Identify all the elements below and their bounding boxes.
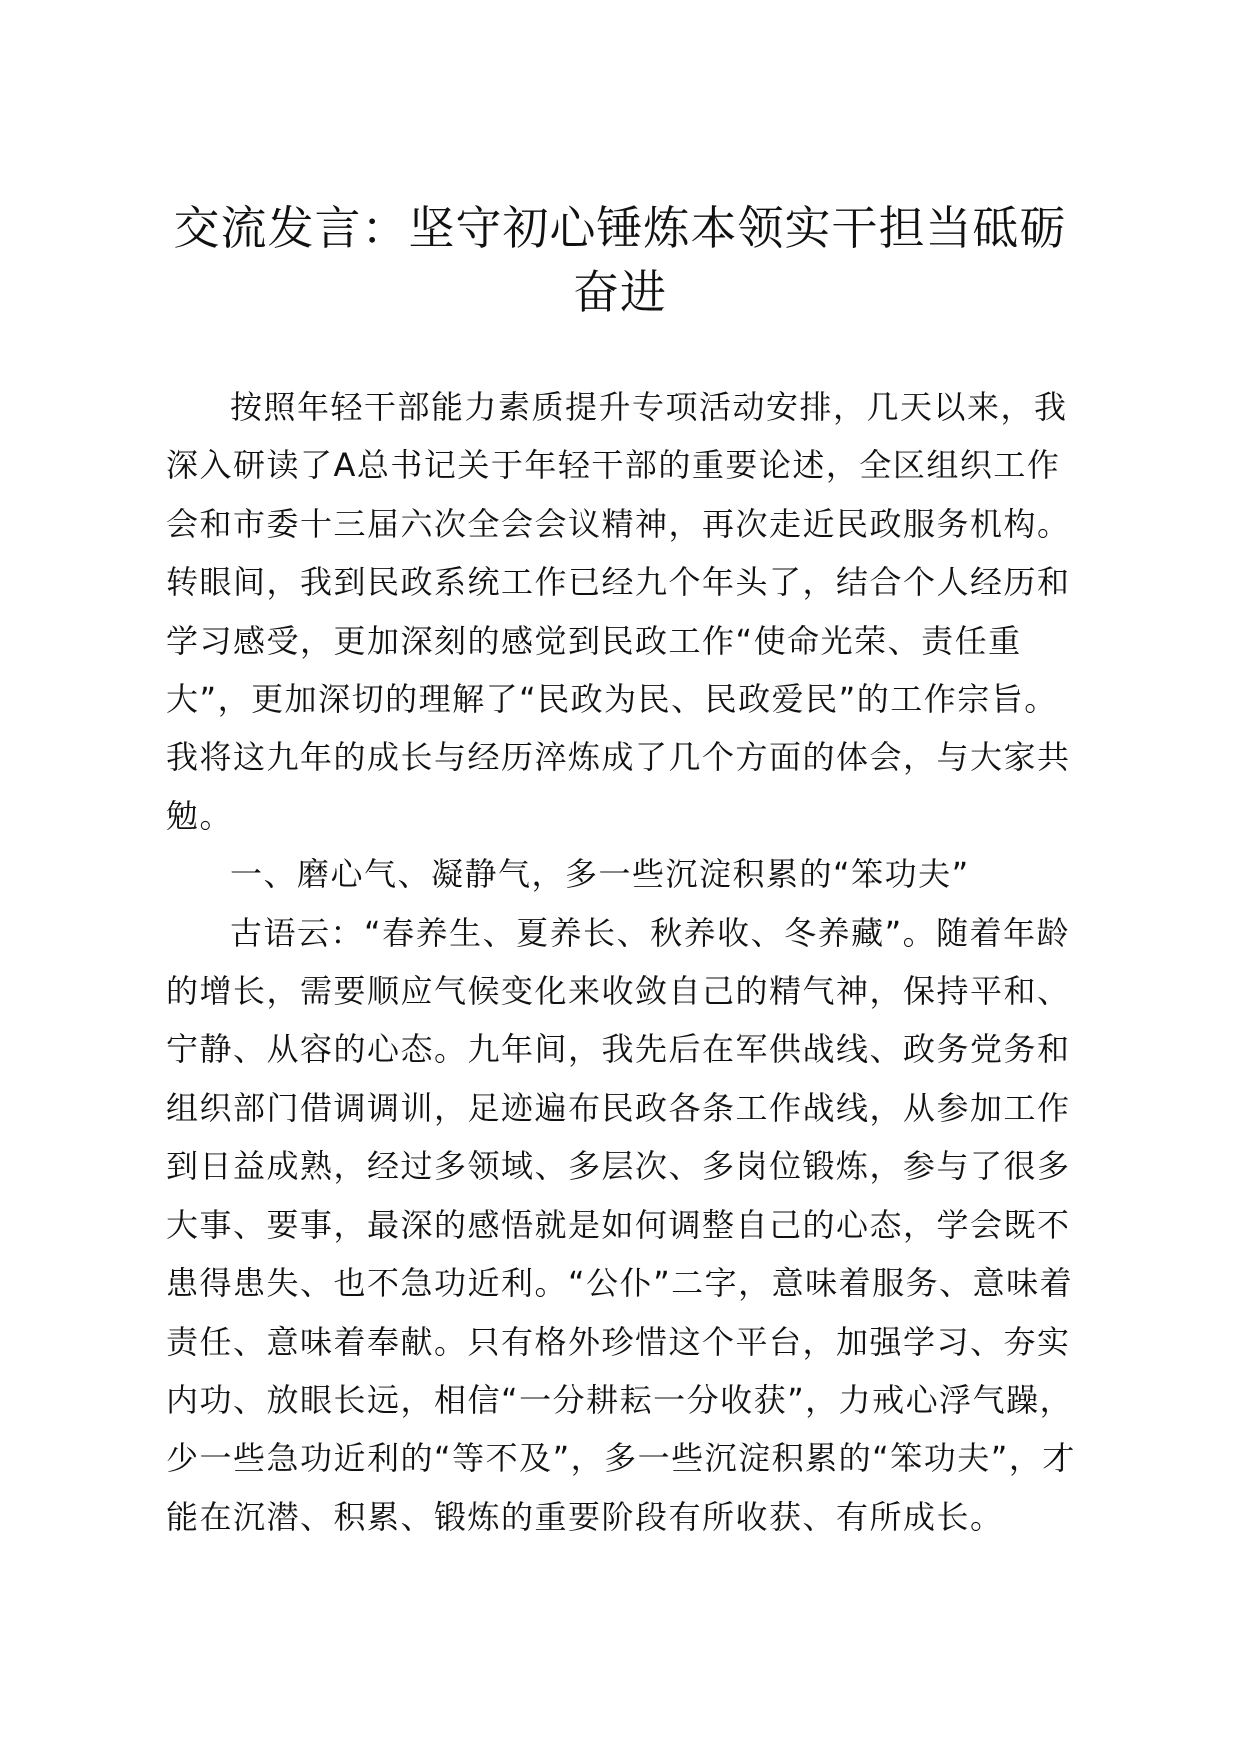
paragraph-intro: 按照年轻干部能力素质提升专项活动安排，几天以来，我深入研读了A总书记关于年轻干部的重要论述，全区组织工作会和市委十三届六次全会会议精神，再次走近民政服务机构。转眼间，我到民政系统工作已经九个年头了，结合个人经历和学习感受，更加深刻的感觉到民政工作“使命光荣、责任重大”，更加深切的理解了“民政为民、民政爱民”的工作宗旨。我将这九年的成长与经历淬炼成了几个方面的体会，与大家共勉。 <box>166 388 1071 835</box>
document-title: 交流发言：坚守初心锤炼本领实干担当砥砺奋进 <box>173 201 1067 319</box>
paragraph-section-1: 古语云：“春养生、夏养长、秋养收、冬养藏”。随着年龄的增长，需要顺应气候变化来收敛自己的精气神，保持平和、宁静、从容的心态。九年间，我先后在军供战线、政务党务和组织部门借调调训，足迹遍布民政各条工作战线，从参加工作到日益成熟，经过多领域、多层次、多岗位锻炼，参与了很多大事、要事，最深的感悟就是如何调整自己的心态，学会既不患得患失、也不急功近利。“公仆”二字，意味着服务、意味着责任、意味着奉献。只有格外珍惜这个平台，加强学习、夯实内功、放眼长远，相信“一分耕耘一分收获”，力戒心浮气躁，少一些急功近利的“等不及”，多一些沉淀积累的“笨功夫”，才能在沉潜、积累、锻炼的重要阶段有所收获、有所成长。 <box>166 913 1076 1536</box>
document-body <box>166 378 1086 1546</box>
section-heading-1: 一、磨心气、凝静气，多一些沉淀积累的“笨功夫” <box>230 855 970 894</box>
